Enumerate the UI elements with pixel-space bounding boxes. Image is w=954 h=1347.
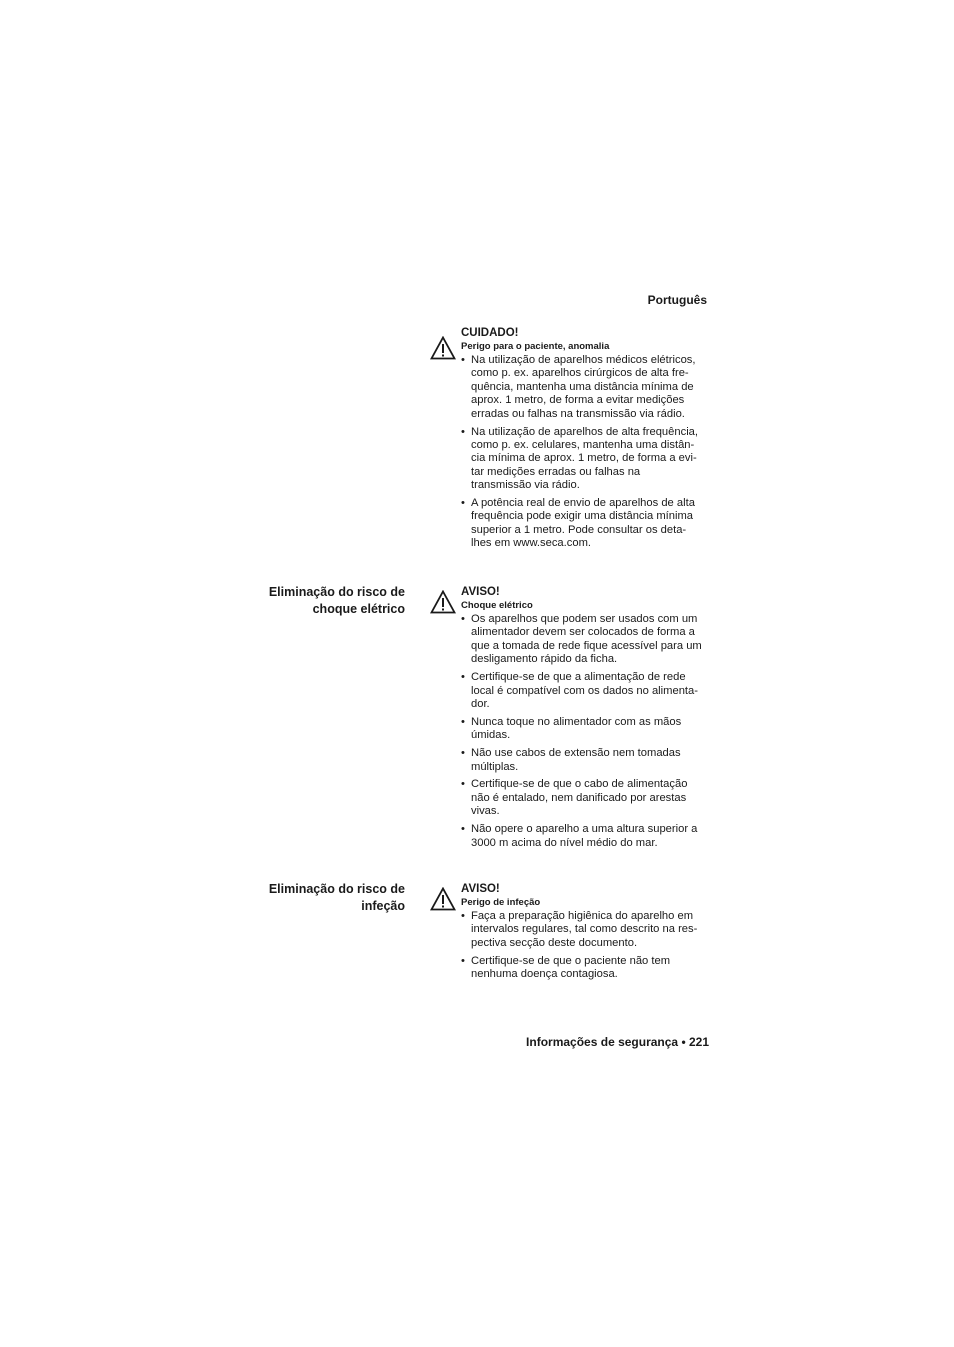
list-item: • Certifique-se de que o cabo de alimentação não é entalado, nem danificado por arestas vivas. <box>461 778 688 818</box>
section-heading: Eliminação do risco de choque elétrico <box>268 585 405 616</box>
hazard-subtitle: Perigo de infeção <box>461 897 541 908</box>
list-item: • Não opere o aparelho a uma altura superior a 3000 m acima do nível médio do mar. <box>461 823 698 849</box>
list-item: • Na utilização de aparelhos de alta frequência, como p. ex. celulares, mantenha uma distân- cia mínima de aprox. 1 metro, de forma a evi- tar medições erradas ou falhas na transmissão via rádio. <box>461 425 699 492</box>
warning-block <box>461 585 711 855</box>
list-item: • Não use cabos de extensão nem tomadas múltiplas. <box>461 747 681 773</box>
hazard-subtitle: Choque elétrico <box>461 600 533 611</box>
warning-triangle-icon <box>430 590 456 614</box>
section-heading: Eliminação do risco de infeção <box>268 882 405 913</box>
list-item: • Na utilização de aparelhos médicos elétricos, como p. ex. aparelhos cirúrgicos de alta fre- quência, mantenha uma distância mínima de aprox. 1 metro, de forma a evitar medições erradas ou falhas na transmissão via rádio. <box>461 354 696 420</box>
warning-block <box>461 882 711 986</box>
list-item: • A potência real de envio de aparelhos de alta frequência pode exigir uma distância mínima superior a 1 metro. Pode consultar os deta- lhes em www.seca.com. <box>461 497 695 550</box>
signal-word: AVISO! <box>461 883 500 895</box>
list-item: • Faça a preparação higiênica do aparelho em intervalos regulares, tal como descrito na res- pectiva secção deste documento. <box>461 910 698 949</box>
list-item: • Os aparelhos que podem ser usados com um alimentador devem ser colocados de forma a que a tomada de rede fique acessível para um desligamento rápido da ficha. <box>461 613 702 666</box>
list-item: • Nunca toque no alimentador com as mãos úmidas. <box>461 715 682 742</box>
warning-block <box>461 326 711 555</box>
list-item: • Certifique-se de que o paciente não tem nenhuma doença contagiosa. <box>461 954 671 981</box>
warning-triangle-icon <box>430 336 456 360</box>
signal-word: CUIDADO! <box>461 327 519 339</box>
warning-triangle-icon <box>430 887 456 911</box>
hazard-subtitle: Perigo para o paciente, anomalia <box>461 341 610 352</box>
list-item: • Certifique-se de que a alimentação de rede local é compatível com os dados no alimenta- dor. <box>461 671 698 710</box>
page-header-language: Português <box>647 293 707 307</box>
signal-word: AVISO! <box>461 586 500 598</box>
page-footer: Informações de segurança • 221 <box>526 1035 709 1049</box>
